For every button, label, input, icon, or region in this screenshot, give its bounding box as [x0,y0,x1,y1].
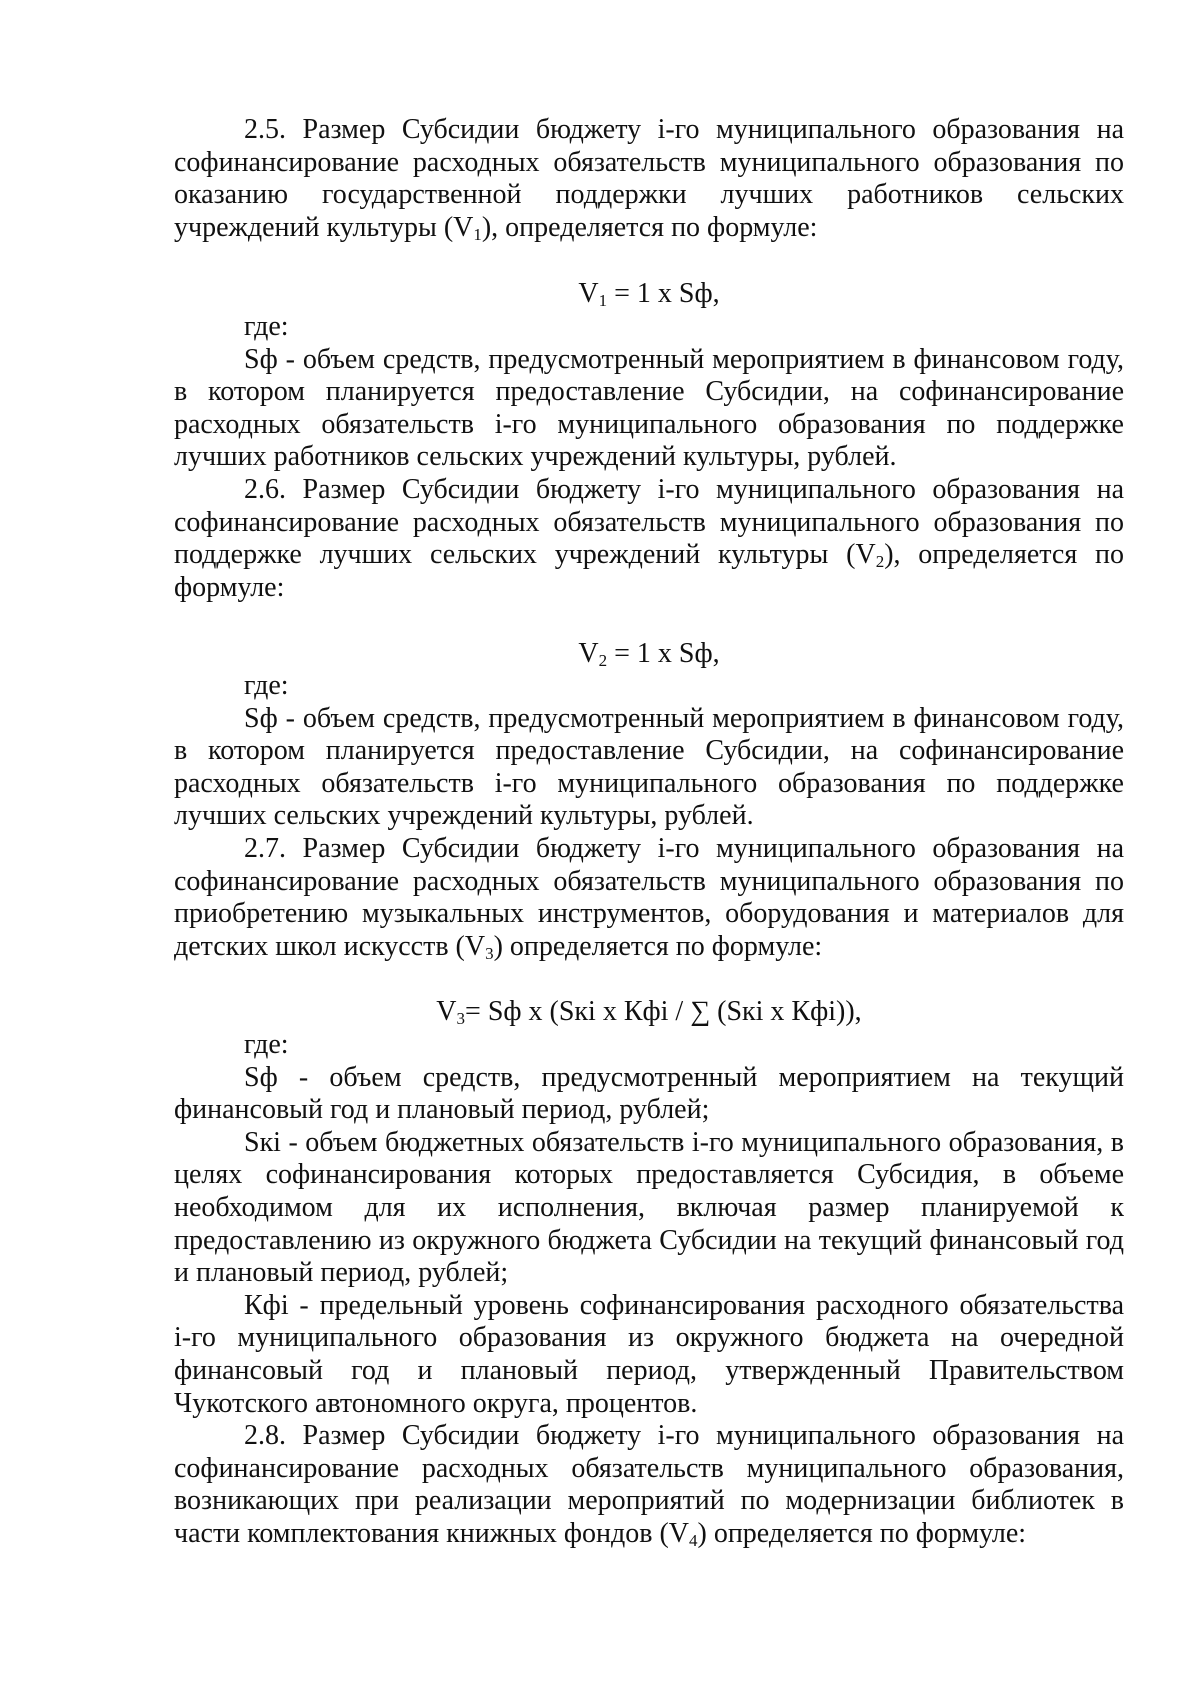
definition-ski: Sкi - объем бюджетных обязательств i-го муниципального образования, в целях софинансирования которых предоставляется Субсидия, в объеме необходимом для их исполнения, включая размер планируемой к предоставлению из окружного бюджета Субсидии на текущий финансовый год и плановый период, рублей; [174,1126,1124,1289]
paragraph-text: 2.8. Размер Субсидии бюджету i-го муниципального образования на софинансирование расходных обязательств муниципального образования, возникающих при реализации мероприятий по модернизации библиотек в части комплектования книжных фондов (V [174,1420,1124,1549]
definition-sf: Sф - объем средств, предусмотренный мероприятием в финансовом году, в котором планируется предоставление Субсидии, на софинансирование расходных обязательств i-го муниципального образования по поддержке лучших сельских учреждений культуры, рублей. [174,702,1124,832]
where-label: где: [244,311,289,342]
paragraph-2-7 [174,833,1124,963]
section-2-7-definitions [174,1029,1124,1420]
where-label: где: [244,1029,289,1060]
formula-variable: V [436,996,457,1027]
definition-sf: Sф - объем средств, предусмотренный мероприятием на текущий финансовый год и плановый период, рублей; [174,1061,1124,1126]
formula-expression: = 1 x Sф, [607,278,720,309]
formula-line [174,638,1124,671]
section-2-6-definitions [174,670,1124,833]
formula-v1 [174,278,1124,311]
paragraph-2-8 [174,1420,1124,1550]
section-2-5 [174,114,1124,244]
subscript: 3 [456,1009,466,1028]
section-2-6 [174,474,1124,604]
paragraph-text: 2.5. Размер Субсидии бюджету i-го муниципального образования на софинансирование расходных обязательств муниципального образования по оказанию государственной поддержки лучших работников сельских учреждений культуры (V [174,114,1124,243]
formula-expression: = 1 x Sф, [607,638,720,669]
subscript: 2 [875,552,885,572]
section-2-7 [174,833,1124,963]
paragraph-text-tail: ), определяется по формуле: [174,539,1124,603]
definition-sf: Sф - объем средств, предусмотренный мероприятием в финансовом году, в котором планируется предоставление Субсидии, на софинансирование расходных обязательств i-го муниципального образования по поддержке лучших работников сельских учреждений культуры, рублей. [174,343,1124,473]
paragraph-text-tail: ) определяется по формуле: [493,930,823,962]
paragraph-2-6 [174,474,1124,604]
formula-variable: V [578,638,599,669]
section-2-5-definitions [174,311,1124,474]
subscript: 4 [689,1530,698,1550]
section-2-8 [174,1420,1124,1550]
formula-line [174,996,1124,1029]
formula-v2 [174,638,1124,671]
paragraph-2-5 [174,114,1124,244]
subscript: 1 [598,291,608,310]
where-label: где: [244,670,289,701]
subscript: 1 [473,224,482,244]
formula-line [174,278,1124,311]
paragraph-text-tail: ), определяется по формуле: [481,211,818,243]
definition-kfi: Кфi - предельный уровень софинансирования расходного обязательства i-го муниципального образования из окружного бюджета на очередной финансовый год и плановый период, утвержденный Правительством Чукотского автономного округа, процентов. [174,1289,1124,1419]
paragraph-text: 2.6. Размер Субсидии бюджету i-го муниципального образования на софинансирование расходных обязательств муниципального образования по поддержке лучших сельских учреждений культуры (V [174,474,1124,571]
subscript: 3 [485,943,494,963]
formula-expression: = Sф x (Sкi x Кфi / ∑ (Sкi x Кфi)), [465,996,862,1027]
paragraph-text-tail: ) определяется по формуле: [697,1517,1027,1549]
formula-variable: V [578,278,599,309]
paragraph-text: 2.7. Размер Субсидии бюджету i-го муниципального образования на софинансирование расходных обязательств муниципального образования по приобретению музыкальных инструментов, оборудования и материалов для детских школ искусств (V [174,833,1124,962]
formula-v3 [174,996,1124,1029]
subscript: 2 [598,651,608,670]
